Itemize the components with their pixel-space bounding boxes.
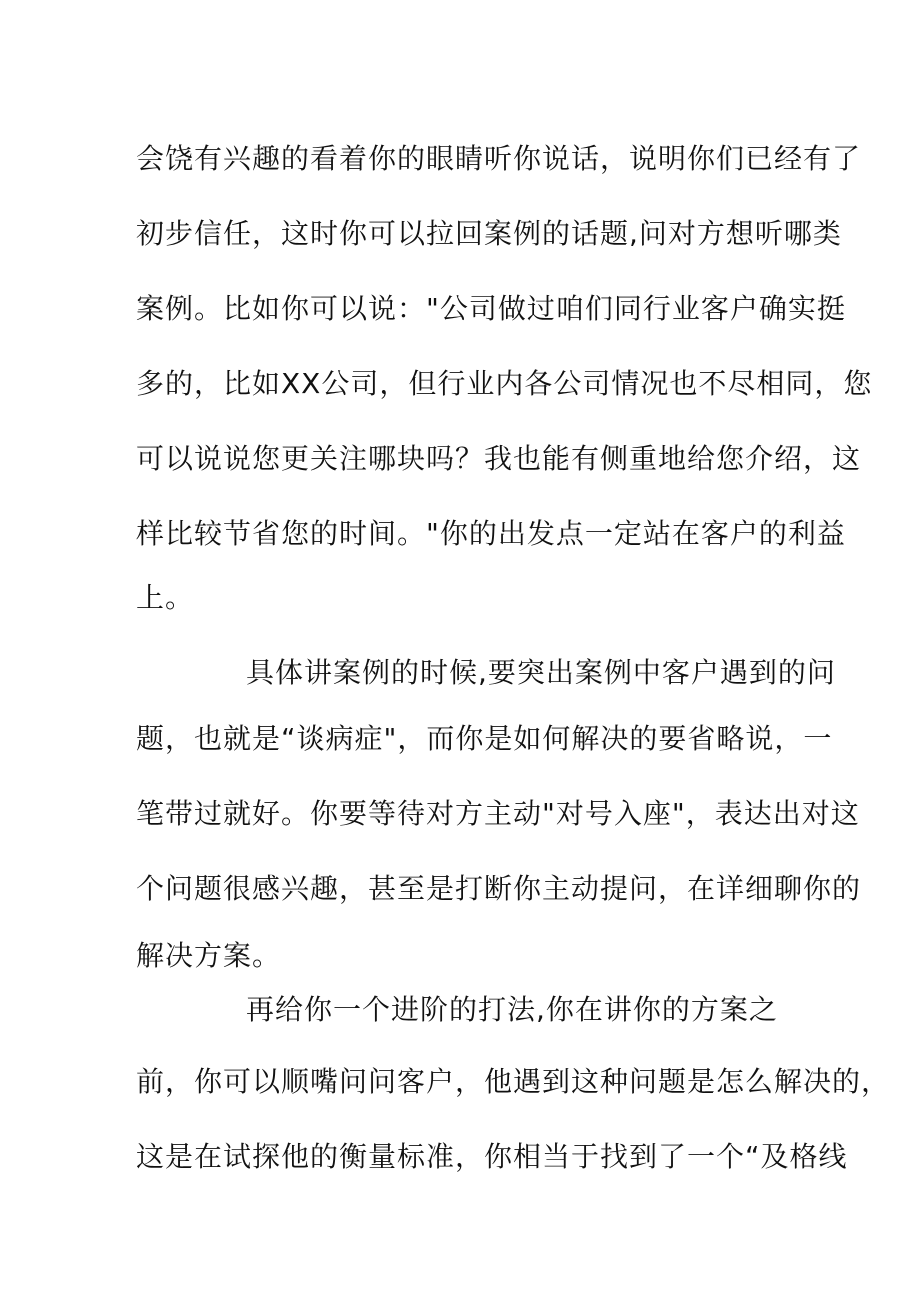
text-line-1: 会饶有兴趣的看着你的眼睛听你说话，说明你们已经有了: [136, 142, 862, 175]
text-line-15: 这是在试探他的衡量标准，你相当于找到了一个“及格线: [136, 1140, 848, 1173]
text-line-12: 解决方案。: [136, 939, 282, 972]
text-line-2: 初步信任，这时你可以拉回案例的话题,问对方想听哪类: [136, 217, 842, 250]
text-line-14: 前，你可以顺嘴问问客户，他遇到这种问题是怎么解决的，: [136, 1065, 891, 1098]
text-line-9: 题，也就是“谈病症"，而你是如何解决的要省略说，一: [136, 722, 833, 755]
text-line-11: 个问题很感兴趣，甚至是打断你主动提问，在详细聊你的: [136, 872, 862, 905]
text-line-10: 笔带过就好。你要等待对方主动"对号入座"，表达出对这: [136, 797, 860, 830]
text-line-6: 样比较节省您的时间。"你的出发点一定站在客户的利益: [136, 517, 846, 550]
paragraph-3-first-line: 再给你一个进阶的打法,你在讲你的方案之: [246, 993, 778, 1026]
text-line-3: 案例。比如你可以说："公司做过咱们同行业客户确实挺: [136, 292, 846, 325]
text-line-7: 上。: [136, 581, 195, 614]
paragraph-2-first-line: 具体讲案例的时候,要突出案例中客户遇到的问: [246, 656, 836, 689]
text-line-4: 多的，比如XX公司，但行业内各公司情况也不尽相同，您: [136, 367, 873, 400]
text-line-5: 可以说说您更关注哪块吗？我也能有侧重地给您介绍，这: [136, 442, 862, 475]
